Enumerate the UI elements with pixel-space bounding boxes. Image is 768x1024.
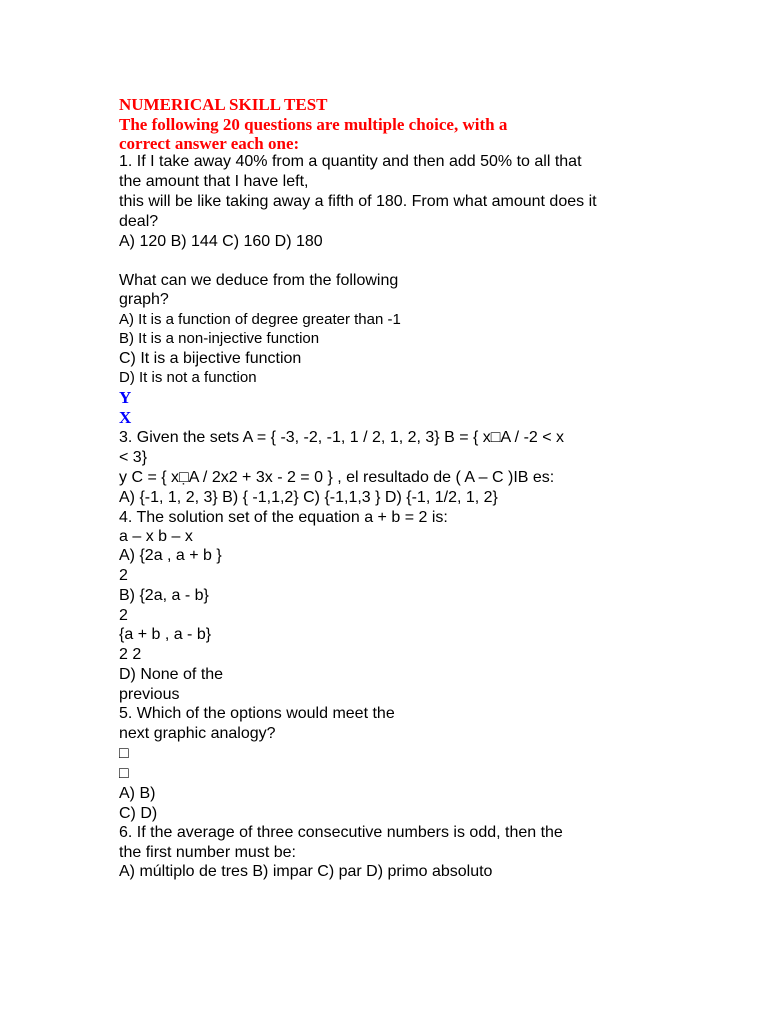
- question-5-options: A) B): [119, 785, 156, 802]
- question-4-option: B) {2a, a - b}: [119, 587, 209, 604]
- question-4-option: 2: [119, 607, 128, 624]
- question-2-text: What can we deduce from the following: [119, 272, 399, 289]
- question-6-text: the first number must be:: [119, 844, 296, 861]
- question-4-option: {a + b , a - b}: [119, 626, 212, 643]
- intro-line: correct answer each one:: [119, 134, 300, 153]
- missing-glyph-icon: □: [119, 745, 129, 762]
- question-1-text: the amount that I have left,: [119, 173, 309, 190]
- question-6-text: 6. If the average of three consecutive numbers is odd, then the: [119, 824, 563, 841]
- question-1-text: 1. If I take away 40% from a quantity and then add 50% to all that: [119, 153, 582, 170]
- question-5-text: 5. Which of the options would meet the: [119, 705, 395, 722]
- question-3-text: < 3}: [119, 449, 148, 466]
- question-5-options: C) D): [119, 805, 158, 822]
- question-4-option: D) None of the: [119, 666, 224, 683]
- question-1-text: this will be like taking away a fifth of 180. From what amount does it: [119, 193, 597, 210]
- missing-glyph-icon: □: [119, 765, 129, 782]
- graph-axis-x-label: X: [119, 408, 132, 427]
- question-3-text: 3. Given the sets A = { -3, -2, -1, 1 / 2, 1, 2, 3} B = { x□A / -2 < x: [119, 429, 565, 446]
- question-3-options: A) {-1, 1, 2, 3} B) { -1,1,2} C) {-1,1,3 } D) {-1, 1/2, 1, 2}: [119, 489, 498, 506]
- question-2-text: graph?: [119, 291, 169, 308]
- question-4-option: 2 2: [119, 646, 142, 663]
- question-3-text: y C = { x□̣A / 2x2 + 3x - 2 = 0 } , el resultado de ( A – C )IB es:: [119, 469, 555, 486]
- intro-line: The following 20 questions are multiple choice, with a: [119, 115, 508, 134]
- question-2-option-d: D) It is not a function: [119, 369, 257, 386]
- question-4-text: 4. The solution set of the equation a + b = 2 is:: [119, 509, 448, 526]
- question-4-option: A) {2a , a + b }: [119, 547, 222, 564]
- question-2-option-c: C) It is a bijective function: [119, 350, 302, 367]
- graph-axis-y-label: Y: [119, 388, 132, 407]
- question-4-option: 2: [119, 567, 128, 584]
- question-4-option: previous: [119, 686, 180, 703]
- question-2-option-b: B) It is a non-injective function: [119, 330, 320, 347]
- question-5-text: next graphic analogy?: [119, 725, 276, 742]
- question-4-text: a – x b – x: [119, 528, 193, 545]
- question-1-text: deal?: [119, 213, 159, 230]
- question-6-options: A) múltiplo de tres B) impar C) par D) primo absoluto: [119, 863, 493, 880]
- question-1-options: A) 120 B) 144 C) 160 D) 180: [119, 233, 323, 250]
- page-title: NUMERICAL SKILL TEST: [119, 95, 328, 114]
- question-2-option-a: A) It is a function of degree greater than -1: [119, 311, 401, 328]
